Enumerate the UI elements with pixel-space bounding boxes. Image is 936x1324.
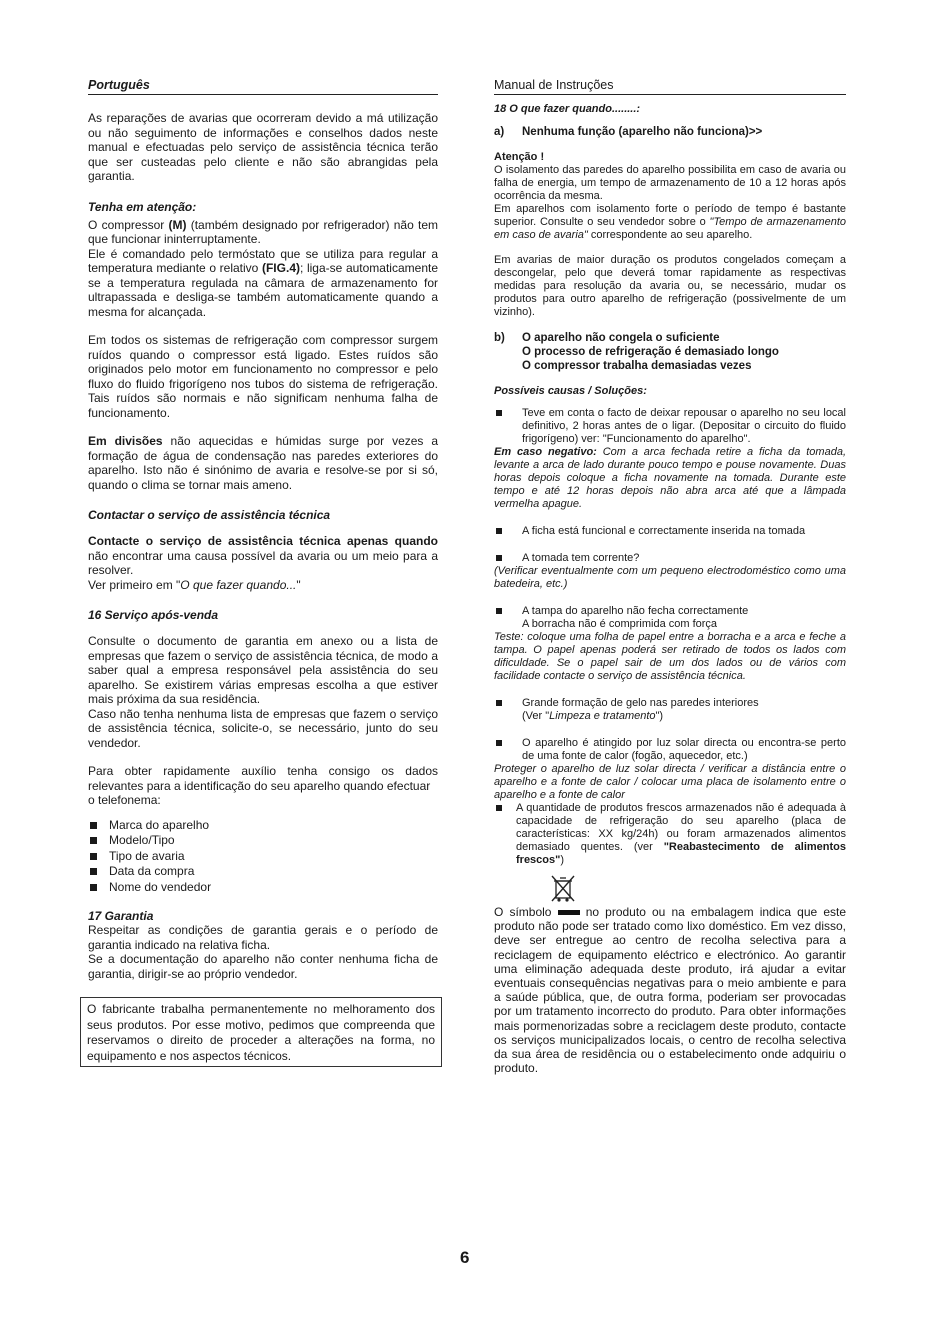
cause-item-rest: Teve em conta o facto de deixar repousar o aparelho no seu local definitivo, 2 horas antes de o ligar. (Depositar o circuito do fluido frigorígeno) ver: "Funcionamento do aparelho". (494, 407, 846, 446)
cause-item-plug: A ficha está funcional e correctamente inserida na tomada (494, 525, 846, 538)
long-failure-paragraph: Em avarias de maior duração os produtos congelados começam a descongelar, pelo que deverá tomar rapidamente as respectivas medidas para resolução da avaria ou, se necessário, mudar os produtos para outro aparelho de refrigeração (possivelmente de um vizinho). (494, 254, 846, 318)
cause-item-lid: A tampa do aparelho não fecha correctamente A borracha não é comprimida com força (494, 605, 846, 631)
page-number: 6 (460, 1248, 470, 1267)
cause-item-sunlight: O aparelho é atingido por luz solar directa ou encontra-se perto de uma fonte de calor (fogão, aquecedor, etc.) (494, 737, 846, 763)
list-item: Marca do aparelho (88, 818, 438, 834)
attention-title: Atenção ! (494, 151, 545, 163)
warranty-paragraph-2: Se a documentação do aparelho não conter nenhuma ficha de garantia, dirigir-se ao próprio vendedor. (88, 952, 438, 981)
attention-heading: Tenha em atenção: (88, 199, 197, 214)
contact-paragraph: Contacte o serviço de assistência técnica apenas quando não encontrar uma causa possível da avaria ou um meio para a resolver. Ver primeiro em "O que fazer quando..." (88, 534, 438, 592)
thermostat-paragraph: Ele é comandado pelo termóstato que se utiliza para regular a temperatura mediante o relativo (FIG.4); liga-se automaticamente se a temperatura regulada na câmara de armazenamento for ultrapassada e desliga-se também automaticamente quando a mesma for alcançada. (88, 246, 438, 319)
service-paragraph-2: Caso não tenha nenhuma lista de empresas que fazem o serviço de assistência técnica, solicite-o, se necessário, junto do seu vendedor. (88, 706, 438, 750)
bullet-icon (90, 884, 97, 891)
bullet-icon (496, 410, 502, 416)
crossed-bin-icon (550, 873, 576, 903)
contact-heading: Contactar o serviço de assistência técnica (88, 508, 331, 522)
causes-heading: Possíveis causas / Soluções: (494, 385, 647, 397)
intro-paragraph: As reparações de avarias que ocorreram devido a má utilização ou não seguimento de informações e conselhos dados neste manual e efectuadas pelo serviço de assistência técnica terão que ser custeadas pelo cliente e não são abrangidas pela garantia. (88, 111, 438, 183)
warranty-heading: 17 Garantia (88, 909, 154, 923)
manual-header: Manual de Instruções (494, 78, 846, 95)
cause-note-socket: (Verificar eventualmente com um pequeno electrodoméstico como uma batedeira, etc.) (494, 565, 846, 590)
weee-paragraph: O símbolo no produto ou na embalagem indica que este produto não pode ser tratado como lixo doméstico. Em vez disso, deve ser entregue ao centro de recolha selectiva para a reciclagem de equipamento eléctrico e electrónico. Ao garantir uma eliminação adequada deste produto, irá ajudar a evitar eventuais consequências negativas para o meio ambiente e para a saúde pública, que, de outra forma, poderiam ser provocadas por um tratamento incorrecto do produto. Para obter informações mais pormenorizadas sobre a reciclagem deste produto, contacte os serviços municipalizados locais, o centro de recolha selectiva da sua área de residência ou o estabelecimento onde adquiriu o produto. (494, 905, 847, 1076)
warranty-paragraph-1: Respeitar as condições de garantia gerais e o período de garantia indicado na relativa ficha. (88, 923, 438, 952)
bullet-icon (496, 700, 502, 706)
insulation-paragraph: O isolamento das paredes do aparelho possibilita em caso de avaria ou falha de energia, um tempo de armazenamento de 10 a 12 horas após ocorrência da mesma. (494, 164, 846, 202)
problem-b: b) O aparelho não congela o suficiente O processo de refrigeração é demasiado longo O compressor trabalha demasiadas vezes (494, 332, 779, 372)
bullet-icon (496, 805, 502, 811)
language-header: Português (88, 78, 438, 95)
cause-note-lid: Teste: coloque uma folha de papel entre a borracha e a arca e feche a tampa. O papel apenas poderá ser retirado de todos os lados com dificuldade. Se o papel sair de um dos lados ou de vários com facilidade contacte o serviço de assistência técnica. (494, 631, 846, 682)
cause-item-quantity: A quantidade de produtos frescos armazenados não é adequada à capacidade de refrigeração do seu aparelho (placa de características: XX kg/24h) ou foram armazenados alimentos demasiado quentes. (ver "Reabastecimento de alimentos frescos") (494, 802, 846, 867)
service-paragraph-3: Para obter rapidamente auxílio tenha consigo os dados relevantes para a identificação do seu aparelho quando efectuar (88, 764, 438, 793)
list-item: Tipo de avaria (88, 849, 438, 865)
bullet-icon (496, 740, 502, 746)
identification-list (88, 818, 438, 896)
list-item: Data da compra (88, 864, 438, 880)
bullet-icon (496, 555, 502, 561)
noise-paragraph: Em todos os sistemas de refrigeração com compressor surgem ruídos quando o compressor está ligado. Estes ruídos são originados pelo motor em funcionamento no compressor e pelo fluxo do fluido frigorígeno nos tubos do sistema de refrigeração. Tais ruídos são normais e não significam nenhuma falha de funcionamento. (88, 333, 438, 420)
service-paragraph-4: o telefonema: (88, 793, 161, 807)
service-paragraph-1: Consulte o documento de garantia em anexo ou a lista de empresas que fazem o serviço de assistência técnica, de modo a saber qual a empresa responsável pela assistência do seu aparelho. Se existirem várias empresas escolha a que estiver mais próxima da sua residência. (88, 634, 438, 706)
bullet-icon (496, 608, 502, 614)
service-heading: 16 Serviço após-venda (88, 608, 219, 622)
black-bar-icon (558, 910, 580, 915)
bullet-icon (90, 868, 97, 875)
storage-time-paragraph: Em aparelhos com isolamento forte o período de tempo é bastante superior. Consulte o seu vendedor sobre o "Tempo de armazenamento em caso de avaria" correspondente ao seu aparelho. (494, 203, 846, 241)
problem-a: a) Nenhuma função (aparelho não funciona)>> (494, 126, 763, 138)
bullet-icon (496, 528, 502, 534)
bullet-icon (90, 853, 97, 860)
section-18-heading: 18 O que fazer quando........: (494, 103, 641, 115)
list-item: Nome do vendedor (88, 880, 438, 896)
list-item: Modelo/Tipo (88, 833, 438, 849)
condensation-paragraph: Em divisões não aquecidas e húmidas surge por vezes a formação de água de condensação nas paredes exteriores do aparelho. Isto não é sinónimo de avaria e resolve-se por si só, quando o clima se tornar mais ameno. (88, 434, 438, 492)
bullet-icon (90, 822, 97, 829)
compressor-paragraph: O compressor (M) (também designado por refrigerador) não tem que funcionar ininterruptamente. (88, 217, 438, 246)
right-column (494, 78, 846, 1089)
bullet-icon (90, 837, 97, 844)
cause-note-sunlight: Proteger o aparelho de luz solar directa / verificar a distância entre o aparelho e a fonte de calor / colocar uma placa de isolamento entre o aparelho e a fonte de calor (494, 763, 846, 801)
cause-item-socket: A tomada tem corrente? (494, 552, 846, 565)
cause-item-ice: Grande formação de gelo nas paredes interiores (Ver "Limpeza e tratamento") (494, 697, 846, 723)
manufacturer-notice-box: O fabricante trabalha permanentemente no melhoramento dos seus produtos. Por esse motivo, pedimos que compreenda que reservamos o direito de proceder a alterações na forma, no equipamento e nos aspectos técnicos. (80, 997, 442, 1067)
cause-note-rest: Em caso negativo: Com a arca fechada retire a ficha da tomada, levante a arca de lado durante pouco tempo e pouse novamente. Duas horas depois coloque a ficha novamente na tomada. Durante este tempo e até 12 horas depois não abra arca até que a lâmpada vermelha apague. (494, 446, 846, 510)
left-column (88, 78, 438, 1067)
